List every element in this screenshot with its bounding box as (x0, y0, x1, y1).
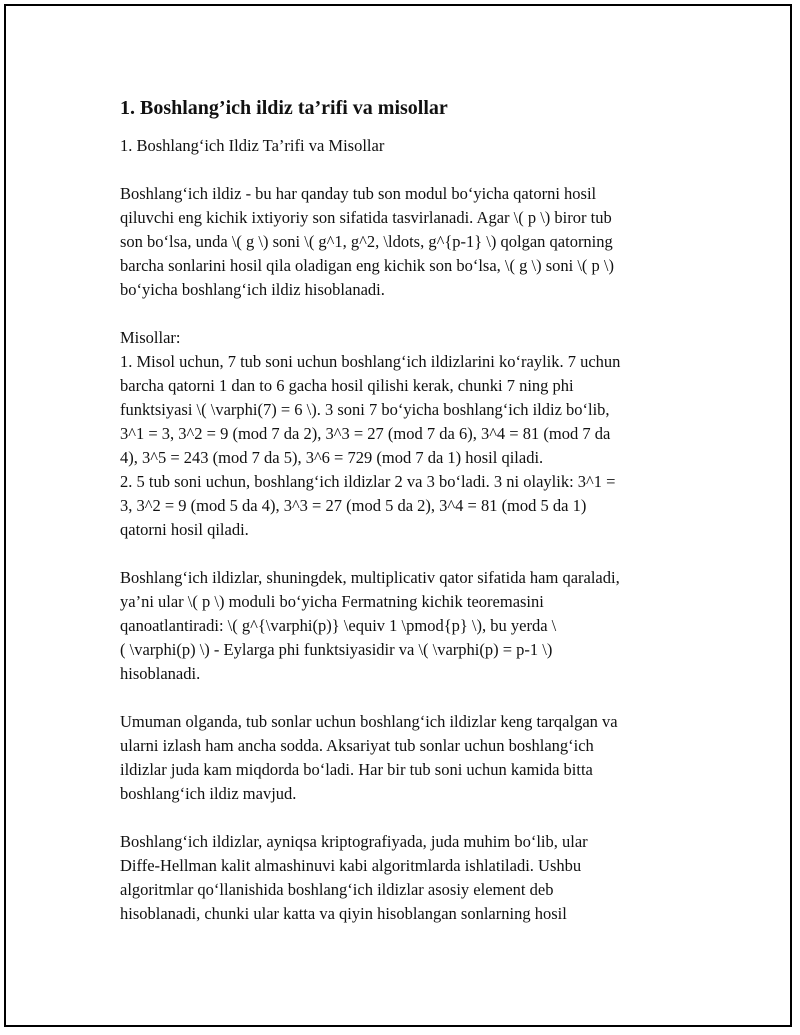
text-line: algoritmlar qo‘llanishida boshlang‘ich ildizlar asosiy element deb (120, 880, 554, 899)
text-line: qanoatlantiradi: \( g^{\varphi(p)} \equiv 1 \pmod{p} \), bu yerda \ (120, 616, 557, 635)
text-line: hisoblanadi. (120, 664, 201, 683)
text-line: qiluvchi eng kichik ixtiyoriy son sifatida tasvirlanadi. Agar \( p \) biror tub (120, 208, 612, 227)
text-line: 3, 3^2 = 9 (mod 5 da 4), 3^3 = 27 (mod 5 da 2), 3^4 = 81 (mod 5 da 1) (120, 496, 587, 515)
document-page (4, 4, 792, 1027)
text-line: ularni izlash ham ancha sodda. Aksariyat tub sonlar uchun boshlang‘ich (120, 736, 594, 755)
text-line: Boshlang‘ich ildizlar, shuningdek, multiplicativ qator sifatida ham qaraladi, (120, 568, 620, 587)
text-line: qatorni hosil qiladi. (120, 520, 249, 539)
text-line: ildizlar juda kam miqdorda bo‘ladi. Har bir tub soni uchun kamida bitta (120, 760, 593, 779)
text-line: funktsiyasi \( \varphi(7) = 6 \). 3 soni 7 bo‘yicha boshlang‘ich ildiz bo‘lib, (120, 400, 610, 419)
paragraph-cryptography (120, 830, 686, 926)
text-line: 3^1 = 3, 3^2 = 9 (mod 7 da 2), 3^3 = 27 (mod 7 da 6), 3^4 = 81 (mod 7 da (120, 424, 611, 443)
text-line: ( \varphi(p) \) - Eylarga phi funktsiyasidir va \( \varphi(p) = p-1 \) (120, 640, 553, 659)
text-line: Misollar: (120, 328, 181, 347)
text-line: boshlang‘ich ildiz mavjud. (120, 784, 297, 803)
text-line: 4), 3^5 = 243 (mod 7 da 5), 3^6 = 729 (mod 7 da 1) hosil qiladi. (120, 448, 544, 467)
text-line: Diffe-Hellman kalit almashinuvi kabi algoritmlarda ishlatiladi. Ushbu (120, 856, 582, 875)
document-body (120, 96, 686, 950)
text-line: Boshlang‘ich ildizlar, ayniqsa kriptografiyada, juda muhim bo‘lib, ular (120, 832, 588, 851)
paragraph-examples (120, 326, 686, 542)
paragraph-general (120, 710, 686, 806)
text-line: bo‘yicha boshlang‘ich ildiz hisoblanadi. (120, 280, 385, 299)
paragraph-definition (120, 182, 686, 302)
text-line: hisoblanadi, chunki ular katta va qiyin hisoblangan sonlarning hosil (120, 904, 567, 923)
text-line: barcha sonlarini hosil qila oladigan eng kichik son bo‘lsa, \( g \) soni \( p \) (120, 256, 614, 275)
text-line: son bo‘lsa, unda \( g \) soni \( g^1, g^2, \ldots, g^{p-1} \) qolgan qatorning (120, 232, 613, 251)
paragraph-fermat (120, 566, 686, 686)
document-subtitle: 1. Boshlang‘ich Ildiz Ta’rifi va Misollar (120, 136, 385, 155)
text-line: 1. Misol uchun, 7 tub soni uchun boshlang‘ich ildizlarini ko‘raylik. 7 uchun (120, 352, 621, 371)
text-line: barcha qatorni 1 dan to 6 gacha hosil qilishi kerak, chunki 7 ning phi (120, 376, 574, 395)
document-title: 1. Boshlang’ich ildiz ta’rifi va misollar (120, 97, 448, 119)
text-line: ya’ni ular \( p \) moduli bo‘yicha Fermatning kichik teoremasini (120, 592, 544, 611)
text-line: 2. 5 tub soni uchun, boshlang‘ich ildizlar 2 va 3 bo‘ladi. 3 ni olaylik: 3^1 = (120, 472, 616, 491)
text-line: Boshlang‘ich ildiz - bu har qanday tub son modul bo‘yicha qatorni hosil (120, 184, 597, 203)
text-line: Umuman olganda, tub sonlar uchun boshlang‘ich ildizlar keng tarqalgan va (120, 712, 618, 731)
